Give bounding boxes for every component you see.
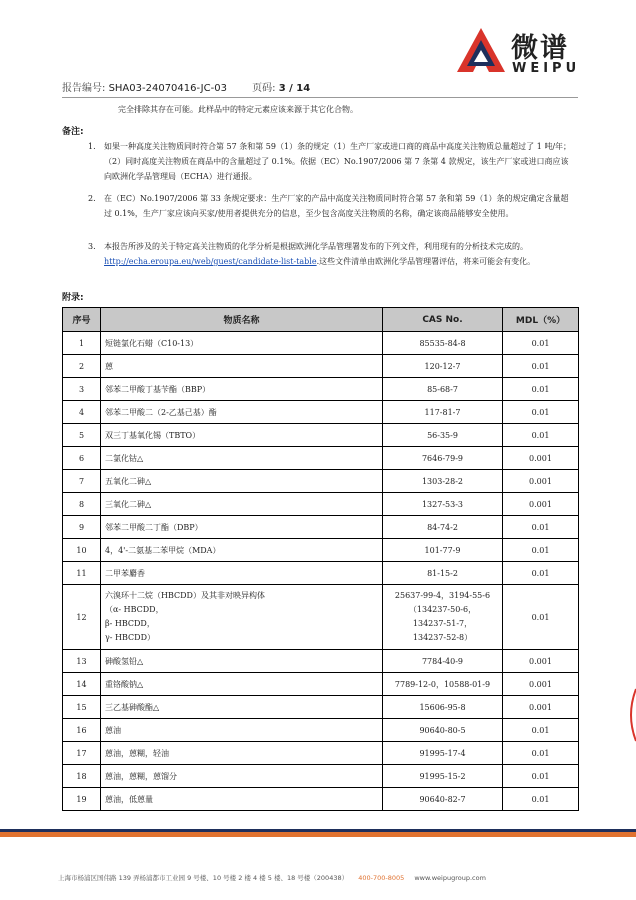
mdl-value: 0.001 xyxy=(503,493,579,516)
substance-name: 蒽 xyxy=(101,355,383,378)
cas-number: 91995-15-2 xyxy=(383,765,503,788)
cas-number: 81-15-2 xyxy=(383,562,503,585)
row-number: 13 xyxy=(63,650,101,673)
mdl-value: 0.01 xyxy=(503,332,579,355)
report-number-value: SHA03-24070416-JC-03 xyxy=(108,83,227,94)
table-row xyxy=(63,788,579,811)
weipu-logo-mark-icon xyxy=(455,26,507,78)
cas-number: 15606-95-8 xyxy=(383,696,503,719)
table-header-row xyxy=(63,308,579,332)
table-row xyxy=(63,696,579,719)
appendix-title: 附录: xyxy=(62,293,84,303)
row-number: 6 xyxy=(63,447,101,470)
table-row xyxy=(63,332,579,355)
row-number: 18 xyxy=(63,765,101,788)
column-header-no: 序号 xyxy=(63,308,101,332)
row-number: 5 xyxy=(63,424,101,447)
note-2-text: 在（EC）No.1907/2006 第 33 条规定要求：生产厂家的产品中高度关注物质同时符合第 57 条和第 59（1）条的规定确定含量超过 0.1%，生产厂家应该向买家/使用者提供充分的信息，至少包含高度关注物质的名称，确定该商品能够安全使用。 xyxy=(104,194,569,218)
cas-number: 7784-40-9 xyxy=(383,650,503,673)
intro-text: 完全排除其存在可能。此样品中的特定元素应该来源于其它化合物。 xyxy=(118,105,358,114)
substance-name: 二甲苯麝香 xyxy=(101,562,383,585)
table-row xyxy=(63,493,579,516)
note-3-text xyxy=(104,239,574,269)
page-number-value: 3 / 14 xyxy=(278,83,311,94)
mdl-value: 0.01 xyxy=(503,424,579,447)
footer-hotline: 400-700-8005 xyxy=(358,874,405,882)
notes-title: 备注: xyxy=(62,127,84,137)
row-number: 7 xyxy=(63,470,101,493)
cas-number: 85535-84-8 xyxy=(383,332,503,355)
report-info-line xyxy=(62,79,310,94)
row-number: 8 xyxy=(63,493,101,516)
note-1 xyxy=(88,139,574,184)
mdl-value: 0.01 xyxy=(503,585,579,650)
substance-name: 五氧化二砷△ xyxy=(101,470,383,493)
table-row xyxy=(63,650,579,673)
row-number: 12 xyxy=(63,585,101,650)
substance-name: 邻苯二甲酸二丁酯（DBP） xyxy=(101,516,383,539)
table-row xyxy=(63,742,579,765)
substance-name: 短链氯化石蜡（C10-13） xyxy=(101,332,383,355)
logo-chinese-text: 微谱 xyxy=(511,33,569,64)
cas-number: 7646-79-9 xyxy=(383,447,503,470)
mdl-value: 0.01 xyxy=(503,765,579,788)
substance-table xyxy=(62,307,579,811)
mdl-value: 0.01 xyxy=(503,719,579,742)
page-label: 页码: xyxy=(252,83,276,94)
table-row xyxy=(63,585,579,650)
footer xyxy=(58,873,486,882)
seal-stamp-edge xyxy=(622,685,636,745)
table-row xyxy=(63,562,579,585)
table-row xyxy=(63,378,579,401)
table-row xyxy=(63,447,579,470)
substance-name: 蒽油 xyxy=(101,719,383,742)
mdl-value: 0.001 xyxy=(503,673,579,696)
substance-name: 4，4'-二氨基二苯甲烷（MDA） xyxy=(101,539,383,562)
cas-number: 1327-53-3 xyxy=(383,493,503,516)
substance-name: 二氯化钴△ xyxy=(101,447,383,470)
echa-candidate-list-link[interactable]: http://echa.eroupa.eu/web/guest/candidate-list-table xyxy=(104,257,317,266)
logo-english-text: WEIPU xyxy=(512,61,581,76)
table-row xyxy=(63,424,579,447)
mdl-value: 0.001 xyxy=(503,470,579,493)
column-header-cas: CAS No. xyxy=(383,308,503,332)
substance-name: 蒽油，低蒽量 xyxy=(101,788,383,811)
cas-number: 1303-28-2 xyxy=(383,470,503,493)
note-3 xyxy=(88,239,574,269)
substance-name: 蒽油，蒽糊，轻油 xyxy=(101,742,383,765)
table-row xyxy=(63,719,579,742)
cas-number: 90640-80-5 xyxy=(383,719,503,742)
footer-bar-orange xyxy=(0,832,636,837)
table-row xyxy=(63,401,579,424)
cas-number: 101-77-9 xyxy=(383,539,503,562)
table-row xyxy=(63,673,579,696)
cas-number: 90640-82-7 xyxy=(383,788,503,811)
cas-number: 7789-12-0，10588-01-9 xyxy=(383,673,503,696)
note-3-text-a: 本报告所涉及的关于特定高关注物质的化学分析是根据欧洲化学品管理署发布的下列文件，利用现有的分析技术完成的。 xyxy=(104,242,528,251)
mdl-value: 0.01 xyxy=(503,516,579,539)
substance-name: 双三丁基氧化锡（TBTO） xyxy=(101,424,383,447)
weipu-logo xyxy=(455,26,615,78)
mdl-value: 0.01 xyxy=(503,562,579,585)
substance-name: 三乙基砷酸酯△ xyxy=(101,696,383,719)
note-1-number: 1. xyxy=(88,142,96,151)
mdl-value: 0.001 xyxy=(503,650,579,673)
substance-name: 砷酸氢铅△ xyxy=(101,650,383,673)
row-number: 14 xyxy=(63,673,101,696)
header-divider xyxy=(62,97,578,98)
note-2 xyxy=(88,191,574,221)
mdl-value: 0.001 xyxy=(503,696,579,719)
substance-name: 邻苯二甲酸丁基苄酯（BBP） xyxy=(101,378,383,401)
row-number: 10 xyxy=(63,539,101,562)
mdl-value: 0.01 xyxy=(503,742,579,765)
row-number: 11 xyxy=(63,562,101,585)
report-number-label: 报告编号: xyxy=(62,83,106,94)
cas-number: 120-12-7 xyxy=(383,355,503,378)
row-number: 4 xyxy=(63,401,101,424)
note-3-number: 3. xyxy=(88,242,96,251)
column-header-name: 物质名称 xyxy=(101,308,383,332)
substance-name: 六溴环十二烷（HBCDD）及其非对映异构体 （α- HBCDD， β- HBCDD， γ- HBCDD） xyxy=(101,585,383,650)
mdl-value: 0.01 xyxy=(503,401,579,424)
note-3-text-b: .这些文件清单由欧洲化学品管理署评估，将来可能会有变化。 xyxy=(316,257,536,266)
row-number: 19 xyxy=(63,788,101,811)
row-number: 16 xyxy=(63,719,101,742)
note-1-text: 如果一种高度关注物质同时符合第 57 条和第 59（1）条的规定（1）生产厂家或进口商的商品中高度关注物质总量超过了 1 吨/年；（2）同时高度关注物质在商品中的含量超过了 0.1%。依据（EC）No.1907/2006 第 7 条第 4 款规定，该生产厂家或进口商应该向欧洲化学品管理局（ECHA）进行通报。 xyxy=(104,142,572,181)
note-2-number: 2. xyxy=(88,194,96,203)
cas-number: 56-35-9 xyxy=(383,424,503,447)
cas-number: 84-74-2 xyxy=(383,516,503,539)
row-number: 3 xyxy=(63,378,101,401)
cas-number: 25637-99-4，3194-55-6 （134237-50-6， 134237-51-7， 134237-52-8） xyxy=(383,585,503,650)
table-row xyxy=(63,516,579,539)
mdl-value: 0.01 xyxy=(503,539,579,562)
column-header-mdl: MDL（%） xyxy=(503,308,579,332)
mdl-value: 0.001 xyxy=(503,447,579,470)
table-row xyxy=(63,355,579,378)
cas-number: 85-68-7 xyxy=(383,378,503,401)
row-number: 1 xyxy=(63,332,101,355)
substance-name: 三氧化二砷△ xyxy=(101,493,383,516)
table-row xyxy=(63,765,579,788)
table-row xyxy=(63,470,579,493)
mdl-value: 0.01 xyxy=(503,788,579,811)
substance-name: 蒽油，蒽糊，蒽馏分 xyxy=(101,765,383,788)
cas-number: 117-81-7 xyxy=(383,401,503,424)
mdl-value: 0.01 xyxy=(503,378,579,401)
mdl-value: 0.01 xyxy=(503,355,579,378)
row-number: 15 xyxy=(63,696,101,719)
row-number: 9 xyxy=(63,516,101,539)
footer-address: 上海市杨浦区国伟路 139 弄杨浦都市工业园 9 号楼、10 号楼 2 楼 4 楼 5 楼、18 号楼（200438） xyxy=(58,874,349,882)
row-number: 2 xyxy=(63,355,101,378)
footer-website: www.weipugroup.com xyxy=(414,874,486,882)
cas-number: 91995-17-4 xyxy=(383,742,503,765)
substance-name: 邻苯二甲酸二（2-乙基己基）酯 xyxy=(101,401,383,424)
table-row xyxy=(63,539,579,562)
substance-name: 重铬酸钠△ xyxy=(101,673,383,696)
row-number: 17 xyxy=(63,742,101,765)
